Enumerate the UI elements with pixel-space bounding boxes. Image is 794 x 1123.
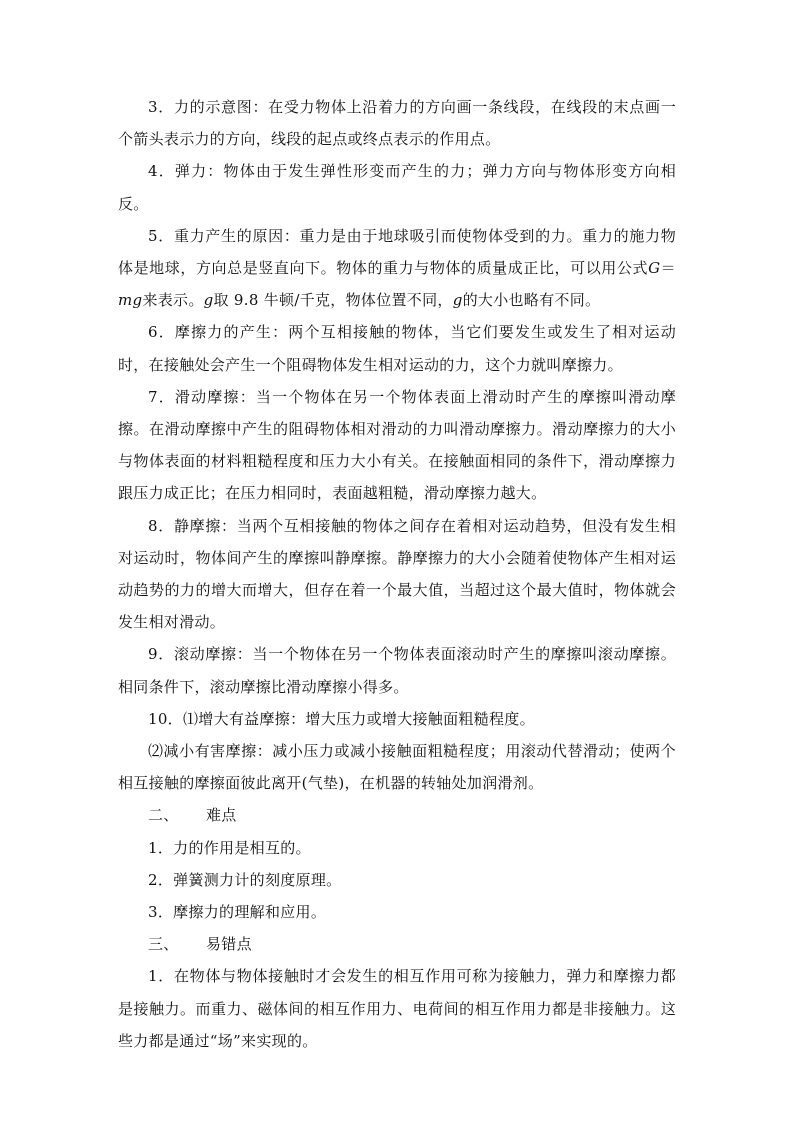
gravity-text-3: 取 9.8 牛顿/千克，物体位置不同， xyxy=(213,291,453,310)
list-item: 1．在物体与物体接触时才会发生的相互作用可称为接触力，弹力和摩擦力都是接触力。而重力、磁体间的相互作用力、电荷间的相互作用力都是非接触力。这些力都是通过“场”来实现的。 xyxy=(118,967,676,1050)
paragraph-static-friction: 8．静摩擦：当两个互相接触的物体之间存在着相对运动趋势，但没有发生相对运动时，物体间产生的摩擦叫静摩擦。静摩擦力的大小会随着使物体产生相对运动趋势的力的增大而增大，但存在着一个最大值，当超过这个最大值时，物体就会发生相对滑动。 xyxy=(118,516,676,632)
formula-g-upper: G xyxy=(648,259,661,278)
paragraph-friction-origin: 6．摩擦力的产生：两个互相接触的物体，当它们要发生或发生了相对运动时，在接触处会产生一个阻碍物体发生相对运动的力，这个力就叫摩擦力。 xyxy=(118,323,676,374)
gravity-text-1: 5．重力产生的原因：重力是由于地球吸引而使物体受到的力。重力的施力物体是地球，方向总是竖直向下。物体的重力与物体的质量成正比，可以用公式 xyxy=(118,226,676,278)
section-heading-common-errors xyxy=(118,928,676,960)
paragraph-force-diagram: 3．力的示意图：在受力物体上沿着力的方向画一条线段，在线段的末点画一个箭头表示力的方向，线段的起点或终点表示的作用点。 xyxy=(118,98,676,149)
gravity-text-2: 来表示。 xyxy=(142,291,204,310)
list-item: 3．摩擦力的理解和应用。 xyxy=(148,903,327,922)
paragraph-elastic-force: 4．弹力：物体由于发生弹性形变而产生的力；弹力方向与物体形变方向相反。 xyxy=(118,162,676,213)
gravity-text-4: 的大小也略有不同。 xyxy=(462,291,601,310)
section-number: 二、 xyxy=(148,806,179,825)
paragraph-reduce-friction: ⑵减小有害摩擦：减小压力或减小接触面粗糙程度；用滚动代替滑动；使两个相互接触的摩擦面彼此离开(气垫)，在机器的转轴处加润滑剂。 xyxy=(118,742,676,793)
section-title: 难点 xyxy=(206,806,237,825)
list-item: 1．力的作用是相互的。 xyxy=(148,838,311,857)
section-heading-difficulties xyxy=(118,799,676,831)
paragraph-sliding-friction: 7．滑动摩擦：当一个物体在另一个物体表面上滑动时产生的摩擦叫滑动摩擦。在滑动摩擦中产生的阻碍物体相对滑动的力叫滑动摩擦力。滑动摩擦力的大小与物体表面的材料粗糙程度和压力大小有关。在接触面相同的条件下，滑动摩擦力跟压力成正比；在压力相同时，表面越粗糙，滑动摩擦力越大。 xyxy=(118,387,676,503)
paragraph-increase-friction: 10．⑴增大有益摩擦：增大压力或增大接触面粗糙程度。 xyxy=(148,709,535,728)
paragraph-gravity xyxy=(118,220,676,317)
var-g-2: g xyxy=(452,291,463,310)
formula-mg: mg xyxy=(118,291,143,310)
section-number: 三、 xyxy=(148,935,179,954)
section-title: 易错点 xyxy=(206,935,252,954)
formula-equals: ＝ xyxy=(660,259,676,278)
list-item: 2．弹簧测力计的刻度原理。 xyxy=(148,870,342,889)
paragraph-rolling-friction: 9．滚动摩擦：当一个物体在另一个物体表面滚动时产生的摩擦叫滚动摩擦。相同条件下，滚动摩擦比滑动摩擦小得多。 xyxy=(118,645,676,696)
var-g-1: g xyxy=(203,291,214,310)
document-page xyxy=(118,91,676,1057)
